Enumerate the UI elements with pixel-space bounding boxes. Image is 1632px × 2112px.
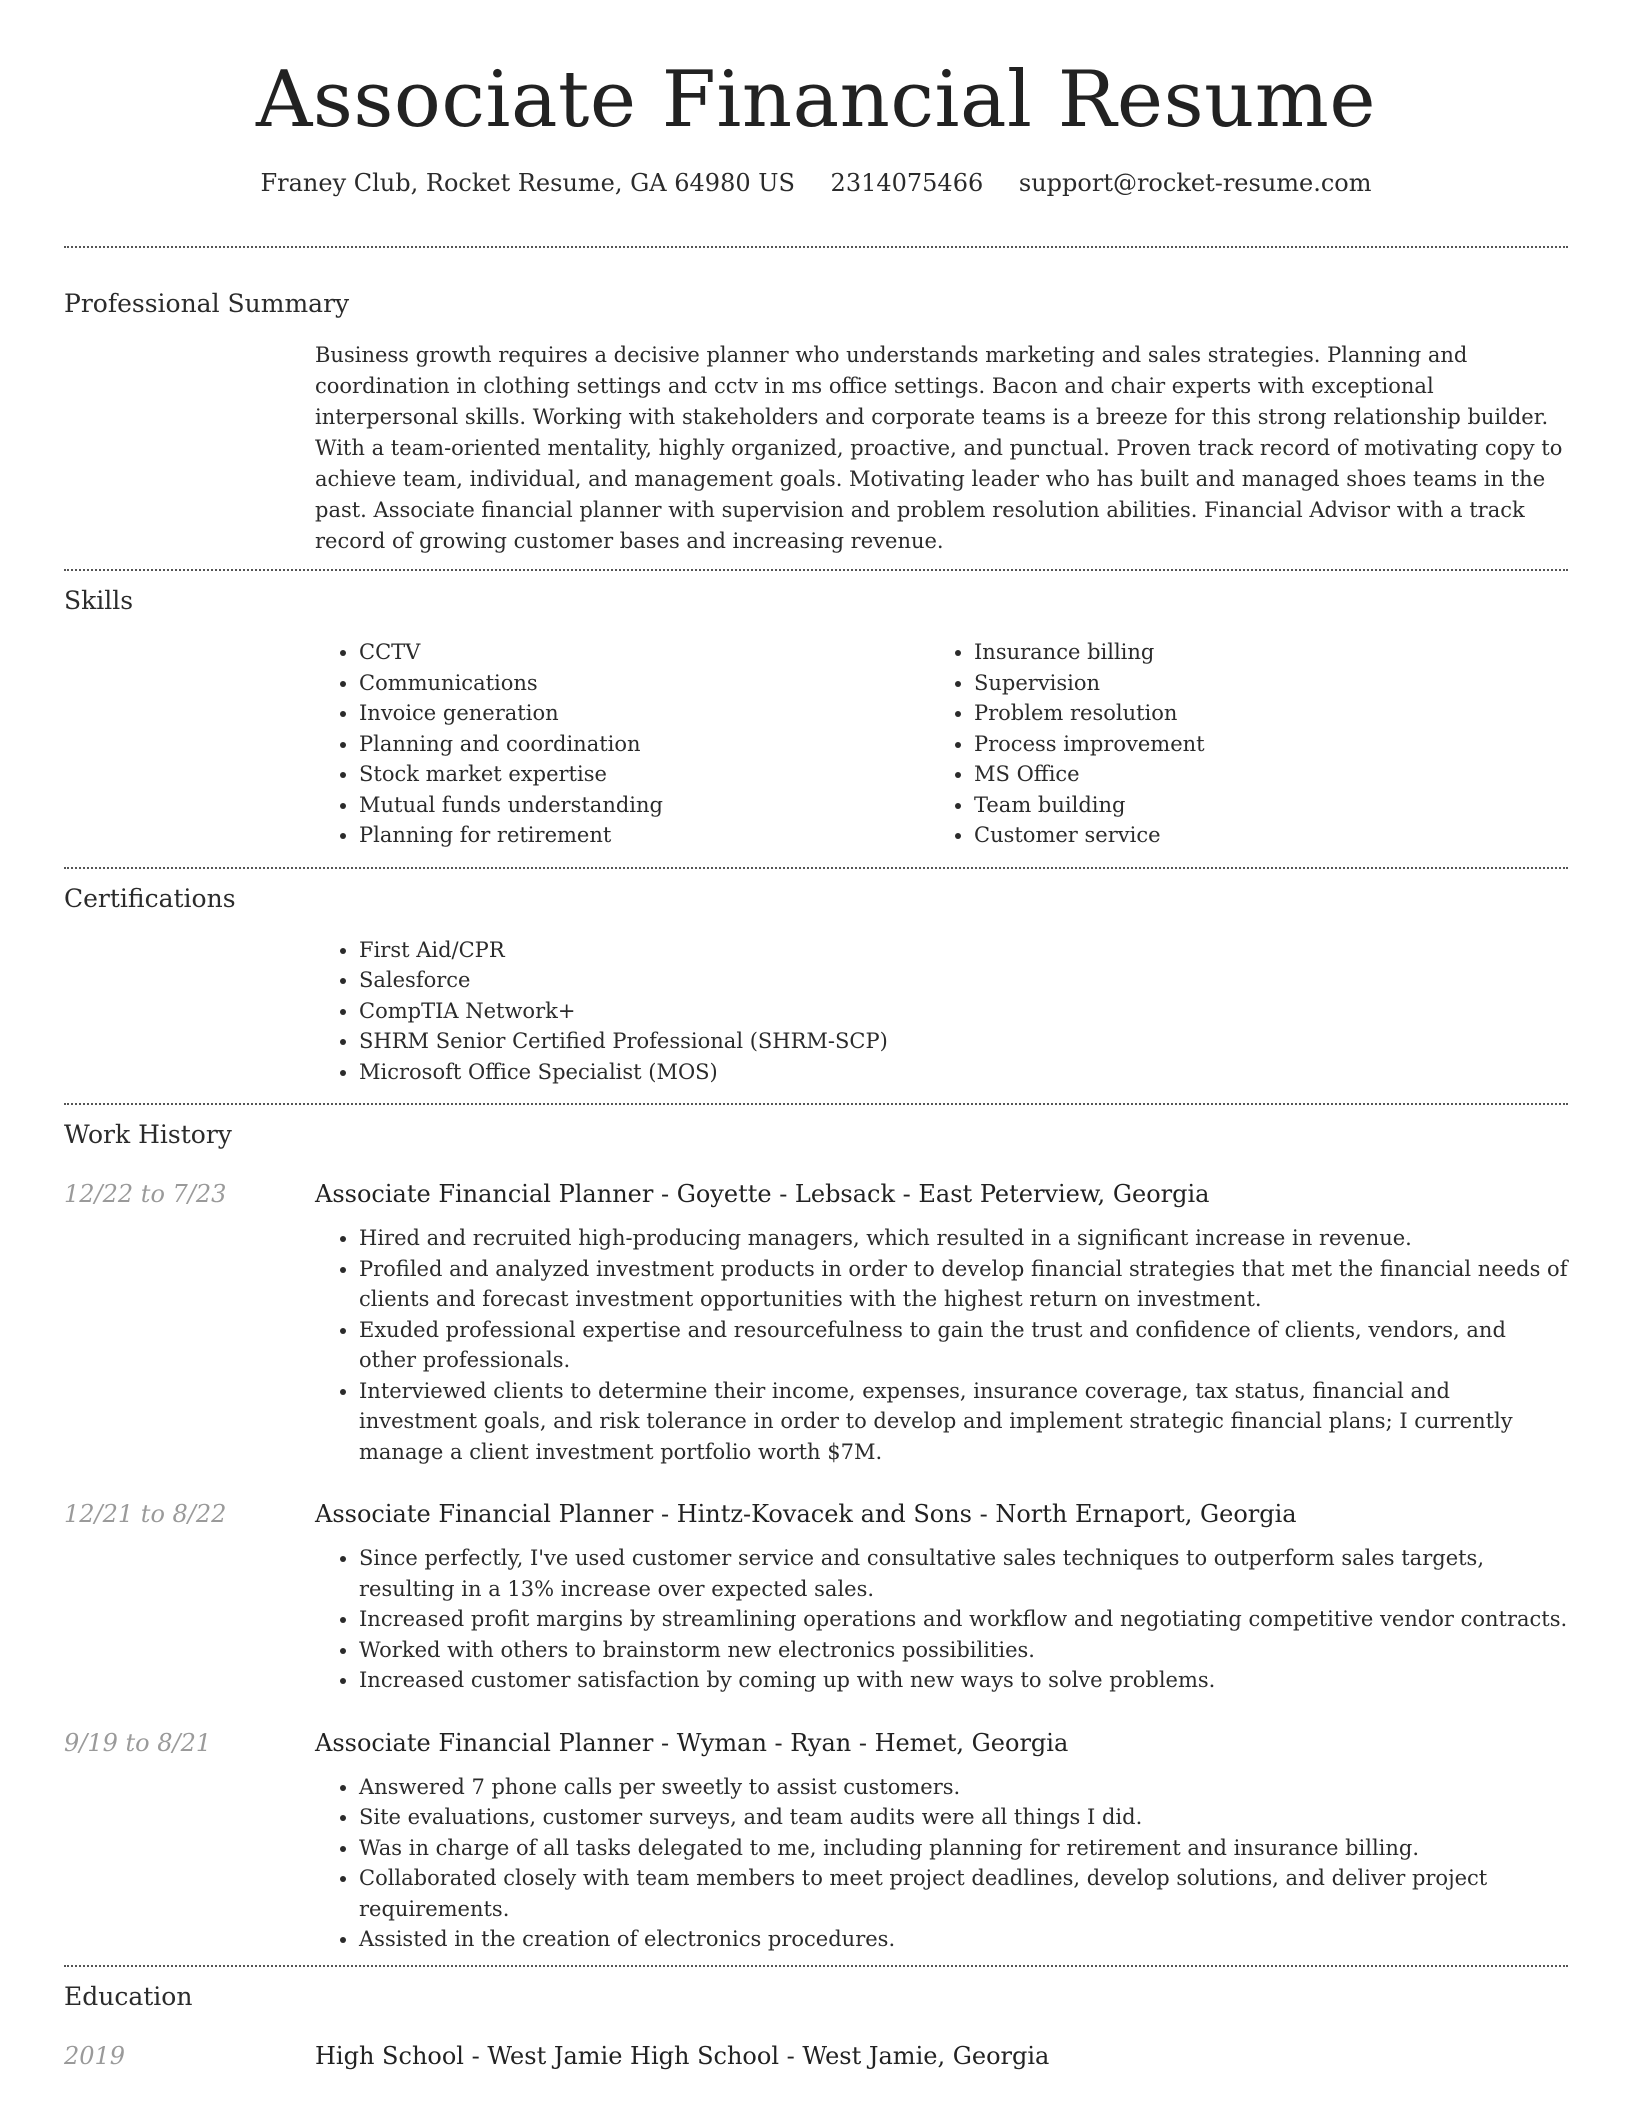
contact-address: Franey Club, Rocket Resume, GA 64980 US: [260, 169, 795, 197]
section-title: Professional Summary: [64, 289, 350, 318]
list-item: • Stock market expertise: [359, 759, 930, 790]
job-title: Associate Financial Planner - Goyette - Lebsack - East Peterview, Georgia: [315, 1180, 1210, 1208]
professional-summary-section: [64, 248, 1568, 569]
list-item: • Planning and coordination: [359, 729, 930, 760]
job-bullets: [315, 1772, 1568, 1955]
job-details: [315, 1772, 1568, 1955]
list-item: • Answered 7 phone calls per sweetly to assist customers.: [359, 1772, 1568, 1803]
list-item: • Profiled and analyzed investment products in order to develop financial strategies that met the financial needs of clients and forecast investment opportunities with the highest return on investment.: [359, 1254, 1568, 1315]
certifications-list: [315, 935, 1568, 1088]
skills-list-left: [315, 637, 930, 851]
job-entry: [64, 1497, 1568, 1696]
list-item: • Since perfectly, I've used customer service and consultative sales techniques to outperform sales targets, resulting in a 13% increase over expected sales.: [359, 1543, 1568, 1604]
job-details: [315, 1543, 1568, 1696]
resume-title: Associate Financial Resume: [256, 55, 1376, 145]
list-item: • MS Office: [974, 759, 1545, 790]
education-entry: [64, 2039, 1568, 2073]
job-entry: [64, 1177, 1568, 1467]
list-item: • CompTIA Network+: [359, 996, 1568, 1027]
section-title: Skills: [64, 586, 134, 615]
list-item: • Hired and recruited high-producing managers, which resulted in a significant increase in revenue.: [359, 1223, 1568, 1254]
job-title: Associate Financial Planner - Wyman - Ryan - Hemet, Georgia: [315, 1728, 1069, 1757]
job-bullets: [315, 1543, 1568, 1696]
contact-phone: 2314075466: [830, 169, 984, 197]
list-item: • Was in charge of all tasks delegated to me, including planning for retirement and insurance billing.: [359, 1833, 1568, 1864]
summary-text: Business growth requires a decisive planner who understands marketing and sales strategies. Planning and coordination in clothing settings and cctv in ms office settings. Bacon and chair experts with exceptional interpersonal skills. Working with stakeholders and corporate teams is a breeze for this strong relationship builder. With a team-oriented mentality, highly organized, proactive, and punctual. Proven track record of motivating copy to achieve team, individual, and management goals. Motivating leader who has built and managed shoes teams in the past. Associate financial planner with supervision and problem resolution abilities. Financial Advisor with a track record of growing customer bases and increasing revenue.: [315, 343, 1563, 553]
job-dates: 9/19 to 8/21: [64, 1728, 212, 1757]
section-title: Work History: [64, 1120, 232, 1149]
skills-column-right: [930, 637, 1545, 851]
list-item: • Customer service: [974, 820, 1545, 851]
list-item: • Increased profit margins by streamlining operations and workflow and negotiating competitive vendor contracts.: [359, 1604, 1568, 1635]
list-item: • Increased customer satisfaction by coming up with new ways to solve problems.: [359, 1665, 1568, 1696]
list-item: • Collaborated closely with team members to meet project deadlines, develop solutions, and deliver project requirements.: [359, 1863, 1568, 1924]
list-item: • Exuded professional expertise and resourcefulness to gain the trust and confidence of clients, vendors, and other professionals.: [359, 1315, 1568, 1376]
job-bullets: [315, 1223, 1568, 1467]
list-item: • Communications: [359, 668, 930, 699]
list-item: • First Aid/CPR: [359, 935, 1568, 966]
list-item: • Interviewed clients to determine their income, expenses, insurance coverage, tax status, financial and investment goals, and risk tolerance in order to develop and implement strategic financial plans; I currently manage a client investment portfolio worth $7M.: [359, 1376, 1568, 1468]
skills-columns: [315, 637, 1568, 851]
skills-list-right: [930, 637, 1545, 851]
list-item: • Process improvement: [974, 729, 1545, 760]
list-item: • Worked with others to brainstorm new electronics possibilities.: [359, 1635, 1568, 1666]
list-item: • Microsoft Office Specialist (MOS): [359, 1057, 1568, 1088]
list-item: • Assisted in the creation of electronics procedures.: [359, 1924, 1568, 1955]
list-item: • Team building: [974, 790, 1545, 821]
job-dates: 12/22 to 7/23: [64, 1180, 227, 1208]
list-item: • Planning for retirement: [359, 820, 930, 851]
section-title: Certifications: [64, 883, 236, 913]
list-item: • Invoice generation: [359, 698, 930, 729]
job-details: [315, 1223, 1568, 1467]
job-title: Associate Financial Planner - Hintz-Kovacek and Sons - North Ernaport, Georgia: [315, 1500, 1297, 1528]
job-dates: 12/21 to 8/22: [64, 1500, 227, 1528]
contact-email: support@rocket-resume.com: [1018, 169, 1372, 197]
skills-column-left: [315, 637, 930, 851]
education-year: 2019: [64, 2041, 126, 2070]
work-history-section: [64, 1105, 1568, 1965]
list-item: • SHRM Senior Certified Professional (SHRM-SCP): [359, 1026, 1568, 1057]
list-item: • Insurance billing: [974, 637, 1545, 668]
skills-section: [64, 571, 1568, 867]
list-item: • Problem resolution: [974, 698, 1545, 729]
resume-header: [64, 0, 1568, 200]
certifications-section: [64, 869, 1568, 1104]
section-title: Education: [64, 1981, 193, 2011]
education-section: [64, 1967, 1568, 2073]
list-item: • Supervision: [974, 668, 1545, 699]
list-item: • Salesforce: [359, 965, 1568, 996]
list-item: • CCTV: [359, 637, 930, 668]
contact-line: [64, 166, 1568, 200]
certifications-body: [315, 935, 1568, 1088]
list-item: • Mutual funds understanding: [359, 790, 930, 821]
job-entry: [64, 1726, 1568, 1955]
list-item: • Site evaluations, customer surveys, and team audits were all things I did.: [359, 1802, 1568, 1833]
education-title: High School - West Jamie High School - West Jamie, Georgia: [315, 2041, 1050, 2070]
